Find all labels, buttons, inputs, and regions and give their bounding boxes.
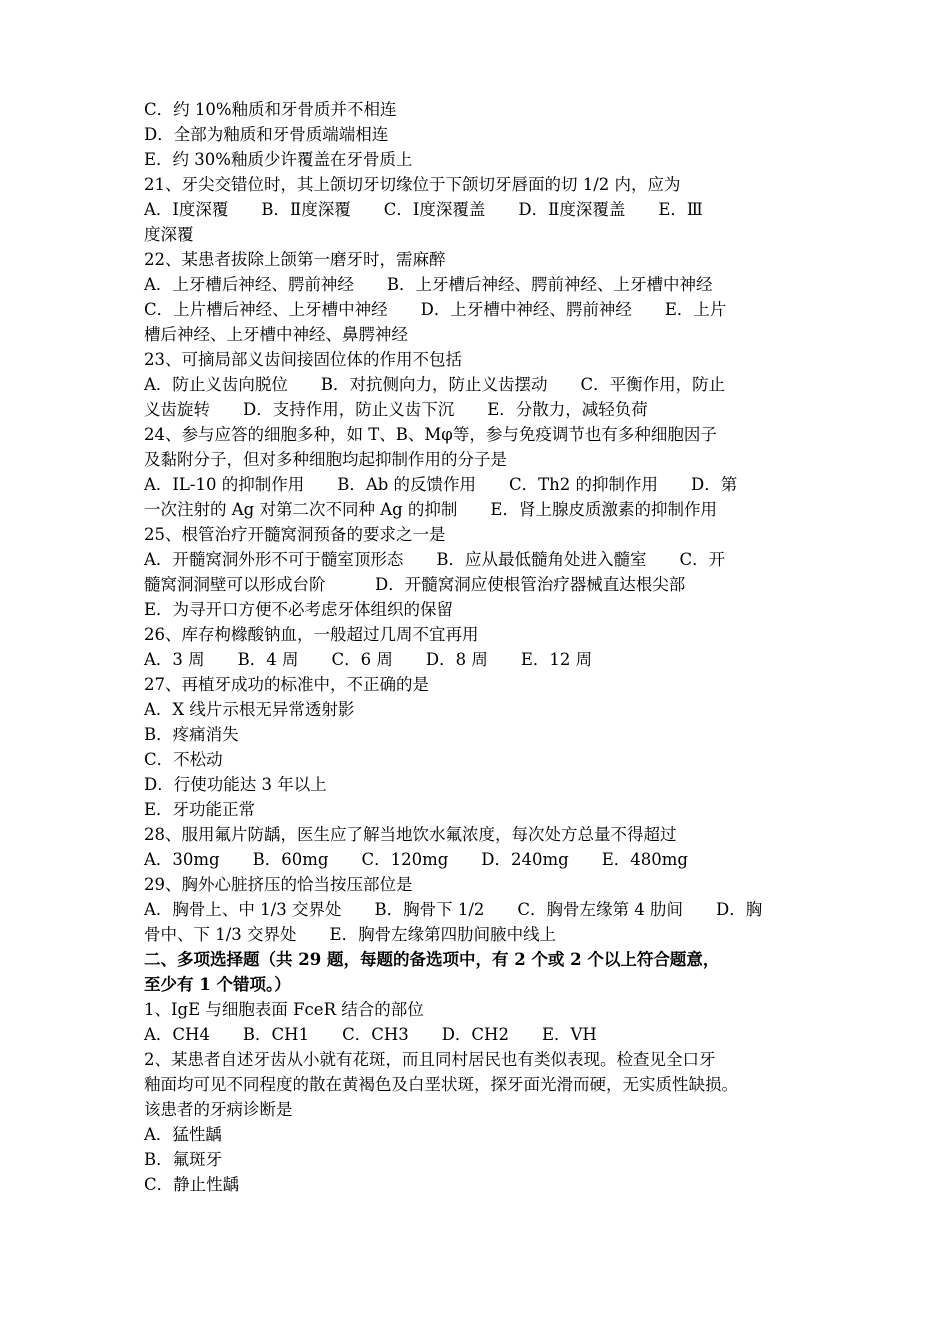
text-line: C．不松动 bbox=[144, 750, 223, 769]
text-line: 骨中、下 1/3 交界处 E．胸骨左缘第四肋间腋中线上 bbox=[144, 925, 557, 944]
mq-question-1: 1、IgE 与细胞表面 FceR 结合的部位 bbox=[144, 1000, 424, 1019]
text-line: A．X 线片示根无异常透射影 bbox=[144, 700, 355, 719]
text-line: C．静止性龋 bbox=[144, 1175, 240, 1194]
question-28: 28、服用氟片防龋，医生应了解当地饮水氟浓度，每次处方总量不得超过 bbox=[144, 825, 677, 844]
text-line: C．上片槽后神经、上牙槽中神经 D．上牙槽中神经、腭前神经 E．上片 bbox=[144, 300, 727, 319]
section-heading-cont: 至少有 1 个错项。） bbox=[144, 975, 291, 994]
text-line: B．疼痛消失 bbox=[144, 725, 239, 744]
text-line: A．防止义齿向脱位 B．对抗侧向力，防止义齿摆动 C．平衡作用，防止 bbox=[144, 375, 726, 394]
text-line: A．CH4 B．CH1 C．CH3 D．CH2 E．VH bbox=[144, 1025, 597, 1044]
question-27: 27、再植牙成功的标准中，不正确的是 bbox=[144, 675, 429, 694]
text-line: E．牙功能正常 bbox=[144, 800, 256, 819]
text-line: E．为寻开口方便不必考虑牙体组织的保留 bbox=[144, 600, 454, 619]
text-line: 槽后神经、上牙槽中神经、鼻腭神经 bbox=[144, 325, 408, 344]
question-26: 26、库存枸橼酸钠血，一般超过几周不宜再用 bbox=[144, 625, 479, 644]
text-line: 该患者的牙病诊断是 bbox=[144, 1100, 293, 1119]
question-29: 29、胸外心脏挤压的恰当按压部位是 bbox=[144, 875, 413, 894]
text-line: A．上牙槽后神经、腭前神经 B．上牙槽后神经、腭前神经、上牙槽中神经 bbox=[144, 275, 713, 294]
question-21: 21、牙尖交错位时，其上颌切牙切缘位于下颌切牙唇面的切 1/2 内，应为 bbox=[144, 175, 681, 194]
text-line: A．Ⅰ度深覆 B．Ⅱ度深覆 C．Ⅰ度深覆盖 D．Ⅱ度深覆盖 E．Ⅲ bbox=[144, 200, 703, 219]
text-line: A．IL-10 的抑制作用 B．Ab 的反馈作用 C．Th2 的抑制作用 D．第 bbox=[144, 475, 738, 494]
text-line: A．猛性龋 bbox=[144, 1125, 222, 1144]
text-line: B．氟斑牙 bbox=[144, 1150, 223, 1169]
text-line: A．开髓窝洞外形不可于髓室顶形态 B．应从最低髓角处进入髓室 C．开 bbox=[144, 550, 726, 569]
question-22: 22、某患者拔除上颌第一磨牙时，需麻醉 bbox=[144, 250, 446, 269]
text-line: 一次注射的 Ag 对第二次不同种 Ag 的抑制 E．肾上腺皮质激素的抑制作用 bbox=[144, 500, 717, 519]
text-line: E．约 30%釉质少许覆盖在牙骨质上 bbox=[144, 150, 413, 169]
text-line: C．约 10%釉质和牙骨质并不相连 bbox=[144, 100, 397, 119]
text-line: D．全部为釉质和牙骨质端端相连 bbox=[144, 125, 389, 144]
text-line: 髓窝洞洞壁可以形成台阶 D．开髓窝洞应使根管治疗器械直达根尖部 bbox=[144, 575, 686, 594]
question-24: 24、参与应答的细胞多种，如 T、B、Mφ等，参与免疫调节也有多种细胞因子 bbox=[144, 425, 717, 444]
question-25: 25、根管治疗开髓窝洞预备的要求之一是 bbox=[144, 525, 446, 544]
text-line: A．3 周 B．4 周 C．6 周 D．8 周 E．12 周 bbox=[144, 650, 593, 669]
text-line: 及黏附分子，但对多种细胞均起抑制作用的分子是 bbox=[144, 450, 507, 469]
text-line: 釉面均可见不同程度的散在黄褐色及白垩状斑，探牙面光滑而硬，无实质性缺损。 bbox=[144, 1075, 738, 1094]
mq-question-2: 2、某患者自述牙齿从小就有花斑，而且同村居民也有类似表现。检查见全口牙 bbox=[144, 1050, 716, 1069]
text-line: 度深覆 bbox=[144, 225, 194, 244]
text-line: D．行使功能达 3 年以上 bbox=[144, 775, 327, 794]
text-line: A．胸骨上、中 1/3 交界处 B．胸骨下 1/2 C．胸骨左缘第 4 肋间 D．胸 bbox=[144, 900, 763, 919]
text-line: 义齿旋转 D．支持作用，防止义齿下沉 E．分散力，减轻负荷 bbox=[144, 400, 648, 419]
document-body bbox=[144, 97, 810, 1197]
text-line: A．30mg B．60mg C．120mg D．240mg E．480mg bbox=[144, 850, 688, 869]
question-23: 23、可摘局部义齿间接固位体的作用不包括 bbox=[144, 350, 462, 369]
section-heading: 二、多项选择题（共 29 题，每题的备选项中，有 2 个或 2 个以上符合题意， bbox=[144, 950, 720, 969]
